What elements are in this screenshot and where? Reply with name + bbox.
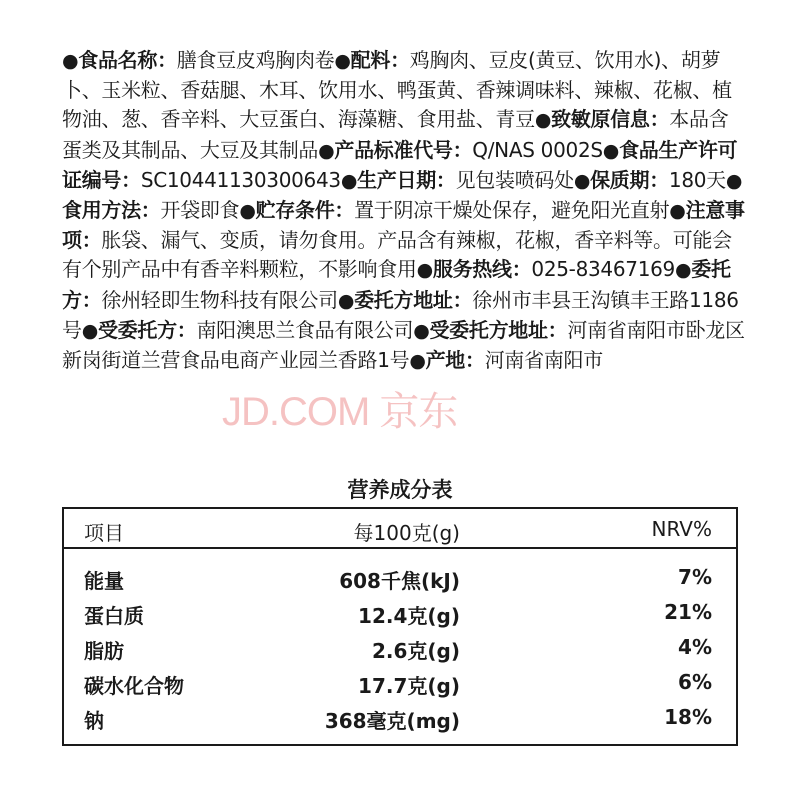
table-row-energy <box>64 561 736 597</box>
header-nrv: NRV% <box>651 517 712 541</box>
label-value: 见包装喷码处 <box>455 167 574 192</box>
table-row-sodium <box>64 701 736 737</box>
bullet-icon: ● <box>674 259 692 282</box>
label-value: 置于阴凉干燥处保存，避免阳光直射 <box>354 198 670 223</box>
table-row-fat <box>64 631 736 667</box>
row-item: 碳水化合物 <box>84 674 184 698</box>
row-nrv: 4% <box>678 635 712 659</box>
row-item: 脂肪 <box>84 639 124 663</box>
label-value: 180天 <box>668 167 726 192</box>
label-value: SC10441130300643 <box>140 167 341 192</box>
header-item: 项目 <box>84 521 124 545</box>
bullet-icon: ● <box>81 319 98 342</box>
ingredient-label-text <box>62 46 748 376</box>
label-key: 受委托方地址： <box>429 317 568 342</box>
bullet-icon: ● <box>340 169 358 192</box>
label-key: 委托方地址： <box>354 287 473 312</box>
label-value: 开袋即食 <box>160 198 240 223</box>
bullet-icon: ● <box>318 139 335 162</box>
label-item-origin <box>409 348 603 372</box>
label-value: 河南省南阳市 <box>484 348 603 373</box>
label-value: 本品含蛋类及其制品、大豆及其制品 <box>62 107 729 162</box>
bullet-icon: ● <box>669 200 686 223</box>
label-key: 受委托方： <box>97 317 197 342</box>
label-value: 膳食豆皮鸡胸肉卷 <box>176 48 335 72</box>
label-key: 保质期： <box>590 167 669 192</box>
bullet-icon: ● <box>534 109 552 132</box>
row-nrv: 18% <box>664 705 712 729</box>
label-key: 生产日期： <box>357 167 456 192</box>
label-item-hotline <box>417 257 675 281</box>
label-item-storage <box>239 198 669 222</box>
label-value: 025-83467169 <box>531 257 675 282</box>
row-item: 能量 <box>84 569 124 593</box>
row-nrv: 7% <box>678 565 712 589</box>
label-key: 食用方法： <box>62 198 161 223</box>
label-key: 产地： <box>425 348 485 373</box>
bullet-icon: ● <box>573 169 591 192</box>
label-key: 致敏原信息： <box>551 107 670 132</box>
table-row-protein <box>64 596 736 632</box>
label-value: 河南省南阳市卧龙区新岗街道兰营食品电商产业园兰香路1号 <box>62 317 745 373</box>
jd-watermark: JD.COM 京东 <box>222 390 458 434</box>
label-value: 徐州轻即生物科技有限公司 <box>101 287 338 312</box>
label-item-shelf-life <box>574 168 726 192</box>
label-value: 南阳澳思兰食品有限公司 <box>196 317 414 342</box>
label-key: 委托方： <box>62 257 731 312</box>
bullet-icon: ● <box>416 259 433 282</box>
table-row-carbohydrate <box>64 666 736 702</box>
bullet-icon: ● <box>334 50 351 72</box>
label-key: 食品生产许可证编号： <box>62 137 738 192</box>
row-item: 钠 <box>84 709 104 733</box>
bullet-icon: ● <box>239 200 256 223</box>
label-key: 注意事项： <box>62 198 745 253</box>
nutrition-table-header <box>64 509 736 549</box>
label-value: 胀袋、漏气、变质，请勿食用。产品含有辣椒，花椒，香辛料等。可能会有个别产品中有香辛料颗粒，不影响食用 <box>62 228 732 282</box>
label-item-standard <box>318 138 603 162</box>
row-per-100g: 368毫克(mg) <box>324 709 460 733</box>
bullet-icon: ● <box>62 50 79 72</box>
bullet-icon: ● <box>602 139 620 162</box>
label-value: 鸡胸肉、豆皮(黄豆、饮用水)、胡萝卜、玉米粒、香菇腿、木耳、饮用水、鸭蛋黄、香辣调味料、辣椒、花椒、植物油、葱、香辛料、大豆蛋白、海藻糖、食用盐、青豆 <box>62 48 732 132</box>
label-item-manufacturer <box>82 318 413 342</box>
row-item: 蛋白质 <box>84 604 144 628</box>
header-per-100g: 每100克(g) <box>353 521 460 545</box>
label-item-name <box>62 48 334 72</box>
label-key: 配料： <box>350 48 410 72</box>
label-value: Q/NAS 0002S <box>472 137 603 162</box>
label-value: 徐州市丰县王沟镇丰王路1186号 <box>62 287 739 342</box>
bullet-icon: ● <box>413 319 430 342</box>
nutrition-table <box>62 507 738 746</box>
row-per-100g: 17.7克(g) <box>358 674 460 698</box>
label-item-production-date <box>341 168 574 192</box>
label-key: 服务热线： <box>432 257 532 282</box>
row-per-100g: 608千焦(kJ) <box>339 569 460 593</box>
label-key: 食品名称： <box>78 48 177 72</box>
bullet-icon: ● <box>725 169 743 192</box>
row-per-100g: 2.6克(g) <box>371 639 460 663</box>
bullet-icon: ● <box>409 350 426 373</box>
row-per-100g: 12.4克(g) <box>358 604 460 628</box>
row-nrv: 21% <box>664 600 712 624</box>
label-key: 产品标准代号： <box>334 137 473 162</box>
label-key: 贮存条件： <box>255 198 355 223</box>
nutrition-table-title: 营养成分表 <box>347 478 453 502</box>
bullet-icon: ● <box>337 289 355 312</box>
row-nrv: 6% <box>678 670 712 694</box>
